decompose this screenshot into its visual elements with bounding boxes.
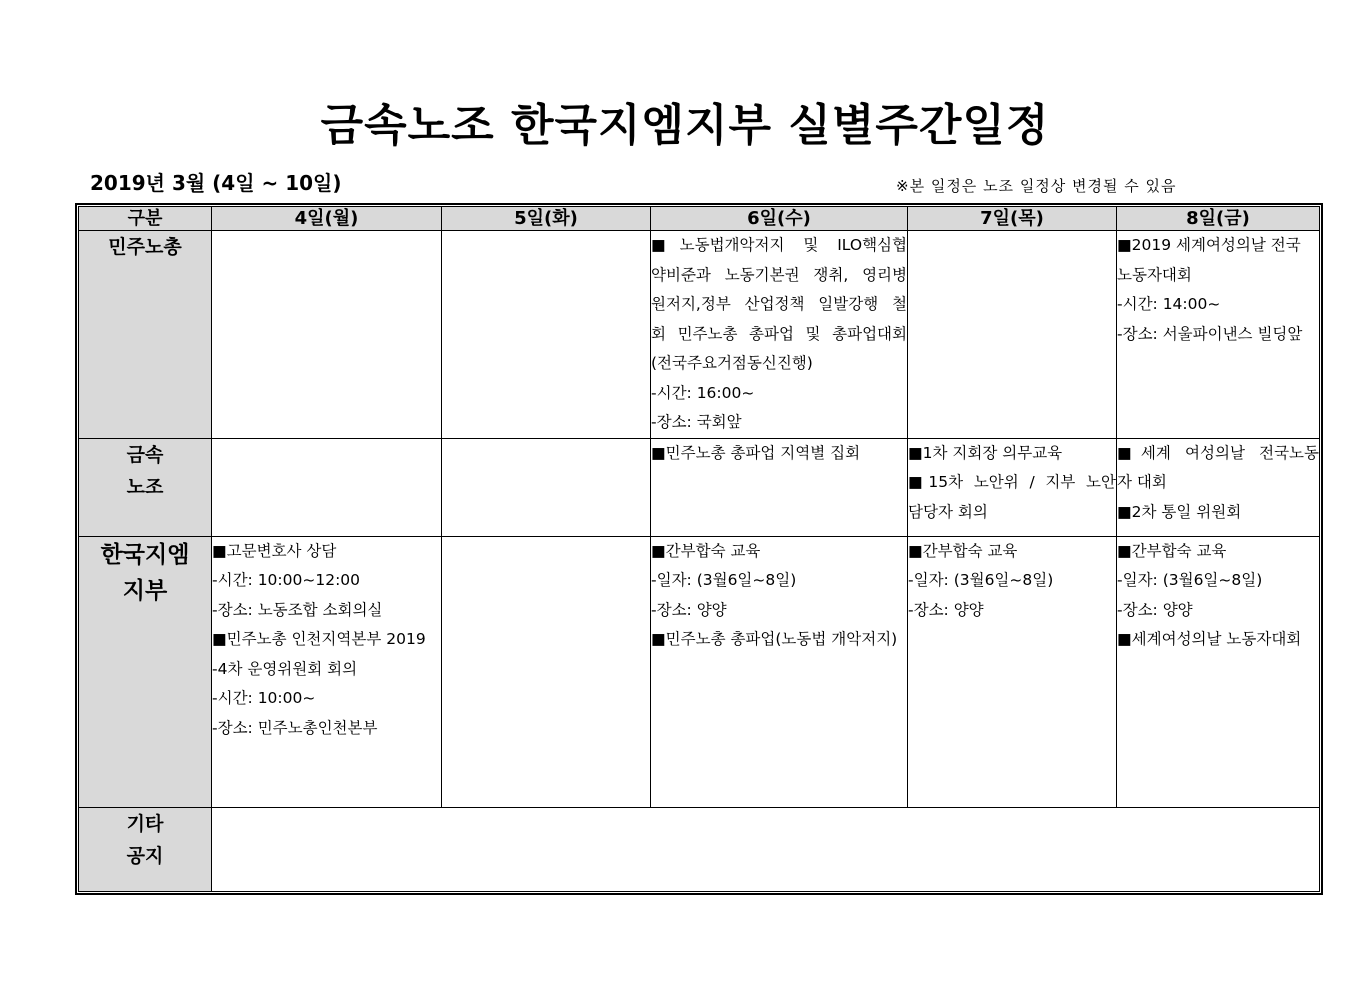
- event-line: ■노동법개악저지 및 ILO핵심협: [651, 236, 907, 254]
- event-line: -장소: 서울파이낸스 빌딩앞: [1117, 324, 1303, 343]
- event-line: ■민주노총 총파업 지역별 집회: [651, 443, 861, 462]
- event-line: 회 민주노총 총파업 및 총파업대회: [651, 324, 907, 343]
- header-day-thu: 7일(목): [908, 207, 1117, 231]
- cell-kmwu-mon: [212, 438, 442, 536]
- header-row: [79, 207, 1320, 231]
- event-line: -장소: 양양: [908, 600, 984, 619]
- category-label: 민주노총: [108, 236, 182, 258]
- event-line: -장소: 양양: [1117, 600, 1193, 619]
- cell-kctu-mon: [212, 231, 442, 439]
- event-line: 자 대회: [1117, 473, 1167, 491]
- row-misc-notice: [79, 807, 1320, 892]
- row-kctu: [79, 231, 1320, 439]
- event-line: ■2019 세계여성의날 전국: [1117, 236, 1301, 254]
- cell-kctu-tue: [442, 231, 651, 439]
- event-line: ■민주노총 총파업(노동법 개악저지): [651, 630, 898, 648]
- schedule-table-frame: [75, 203, 1323, 895]
- event-line: ■세계여성의날 노동자대회: [1117, 630, 1302, 648]
- row-gmk-branch: [79, 536, 1320, 807]
- event-line: ■15차 노안위 / 지부 노안: [908, 473, 1116, 491]
- category-label: 공지: [126, 844, 164, 867]
- event-line: -일자: (3월6일~8일): [908, 571, 1054, 589]
- category-misc-notice: [79, 807, 212, 892]
- cell-kctu-fri: [1117, 231, 1320, 439]
- cell-kctu-wed: [651, 231, 908, 439]
- category-label: 기타: [126, 812, 164, 835]
- category-label: 금속: [126, 443, 164, 466]
- event-line: -시간: 14:00~: [1117, 295, 1221, 313]
- header-day-mon: 4일(월): [212, 207, 442, 231]
- cell-gmk-fri: [1117, 536, 1320, 807]
- event-line: ■2차 통일 위원회: [1117, 502, 1242, 521]
- event-line: -시간: 10:00~12:00: [212, 571, 361, 589]
- header-category: 구분: [79, 207, 212, 231]
- event-line: -시간: 16:00~: [651, 383, 755, 402]
- category-kmwu: [79, 438, 212, 536]
- header-day-fri: 8일(금): [1117, 207, 1320, 231]
- category-label: 한국지엠: [100, 541, 190, 568]
- event-line: -일자: (3월6일~8일): [651, 571, 797, 589]
- event-line: -시간: 10:00~: [212, 689, 316, 707]
- category-kctu: [79, 231, 212, 439]
- event-line: ■간부합숙 교육: [651, 541, 761, 560]
- event-line: -장소: 민주노총인천본부: [212, 718, 378, 737]
- cell-gmk-mon: [212, 536, 442, 807]
- event-line: ■간부합숙 교육: [1117, 541, 1227, 560]
- page-title: 금속노조 한국지엠지부 실별주간일정: [320, 100, 1050, 151]
- event-line: ■간부합숙 교육: [908, 541, 1018, 560]
- event-line: 약비준과 노동기본권 쟁취, 영리병: [651, 265, 907, 284]
- cell-misc-notice: [212, 807, 1320, 892]
- event-line: -4차 운영위원회 회의: [212, 659, 358, 678]
- category-label: 지부: [122, 577, 168, 604]
- event-line: 원저지,정부 산업정책 일발강행 철: [651, 295, 907, 313]
- event-line: -장소: 노동조합 소회의실: [212, 600, 383, 619]
- cell-gmk-tue: [442, 536, 651, 807]
- cell-kmwu-wed: [651, 438, 908, 536]
- header-day-wed: 6일(수): [651, 207, 908, 231]
- category-label: 노조: [126, 475, 164, 498]
- event-line: ■1차 지회장 의무교육: [908, 443, 1063, 462]
- event-line: (전국주요거점동신진행): [651, 354, 813, 372]
- event-line: 담당자 회의: [908, 502, 988, 521]
- schedule-table: [78, 206, 1320, 892]
- cell-kmwu-fri: [1117, 438, 1320, 536]
- cell-kmwu-tue: [442, 438, 651, 536]
- schedule-notice: ※본 일정은 노조 일정상 변경될 수 있음: [896, 177, 1177, 195]
- event-line: -장소: 국회앞: [651, 413, 742, 431]
- event-line: ■고문변호사 상담: [212, 541, 337, 560]
- week-range: 2019년 3월 (4일 ~ 10일): [90, 171, 342, 195]
- event-line: 노동자대회: [1117, 265, 1192, 284]
- event-line: ■세계 여성의날 전국노동: [1117, 443, 1319, 462]
- header-day-tue: 5일(화): [442, 207, 651, 231]
- cell-gmk-thu: [908, 536, 1117, 807]
- row-kmwu: [79, 438, 1320, 536]
- event-line: -장소: 양양: [651, 600, 727, 619]
- cell-gmk-wed: [651, 536, 908, 807]
- cell-kmwu-thu: [908, 438, 1117, 536]
- event-line: ■민주노총 인천지역본부 2019: [212, 630, 426, 648]
- category-gmk-branch: [79, 536, 212, 807]
- cell-kctu-thu: [908, 231, 1117, 439]
- event-line: -일자: (3월6일~8일): [1117, 571, 1263, 589]
